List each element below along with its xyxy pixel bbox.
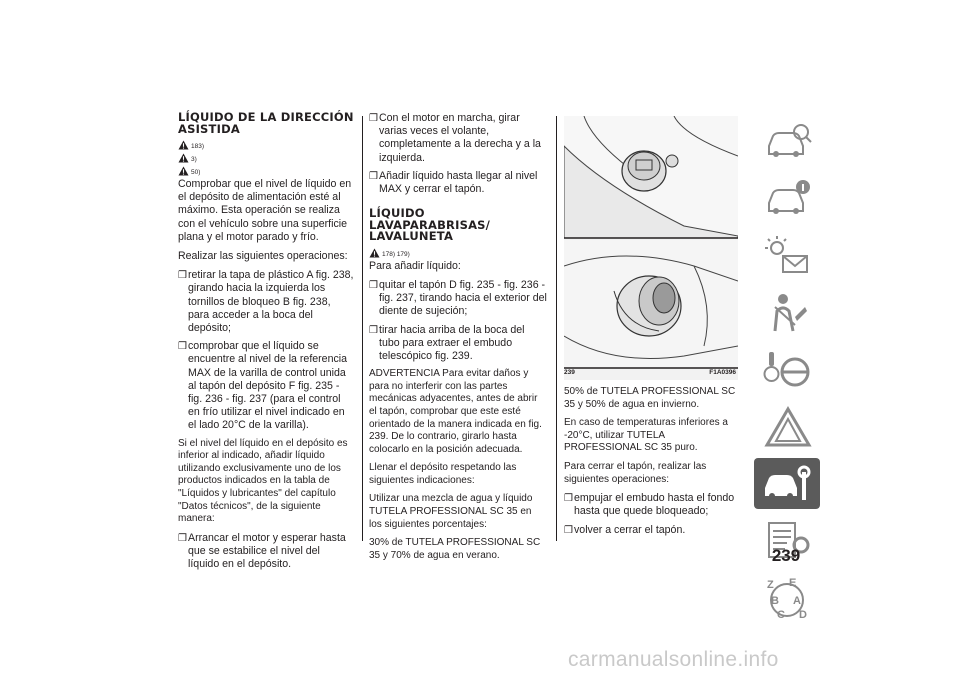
- figure-239-illustration: [564, 116, 738, 380]
- column-3: [564, 386, 742, 542]
- checkbox-bullet-icon: ❒: [178, 270, 187, 282]
- watermark: carmanualsonline.info: [568, 648, 779, 671]
- column-1: [178, 112, 354, 576]
- figure-code: F1A0396: [709, 369, 736, 376]
- paragraph: 50% de TUTELA PROFESSIONAL SC 35 y 50% de agua en invierno.: [564, 386, 736, 410]
- list-item: ❒ tirar hacia arriba de la boca del tubo para extraer el embudo telescópico fig. 239.: [369, 323, 525, 362]
- list-item: ❒ empujar el embudo hasta el fondo hasta que quede bloqueado;: [564, 492, 735, 518]
- tab-index[interactable]: [750, 572, 825, 623]
- svg-text:A: A: [792, 594, 801, 607]
- paragraph: Para añadir líquido:: [369, 259, 461, 272]
- column-divider: [362, 116, 363, 541]
- svg-text:Z: Z: [766, 578, 774, 591]
- svg-text:D: D: [798, 608, 807, 620]
- emergency-icon: [763, 405, 813, 449]
- tab-emergency[interactable]: [750, 401, 825, 452]
- paragraph: Para cerrar el tapón, realizar las siguientes operaciones:: [564, 460, 707, 485]
- section-heading-washer-fluid: LÍQUIDO LAVAPARABRISAS/ LAVALUNETA: [369, 206, 491, 244]
- figure-number: 239: [564, 369, 575, 376]
- paragraph: 30% de TUTELA PROFESSIONAL SC 35 y 70% de agua en verano.: [369, 537, 541, 561]
- starting-driving-icon: [763, 348, 813, 392]
- list-item: ❒ quitar el tapón D fig. 235 - fig. 236 - fig. 237, tirando hacia el exterior del diente de sujeción;: [369, 278, 547, 318]
- checkbox-bullet-icon: ❒: [178, 532, 187, 544]
- warning-lights-icon: [763, 234, 813, 278]
- checkbox-bullet-icon: ❒: [369, 324, 378, 336]
- paragraph: Realizar las siguientes operaciones:: [178, 250, 348, 263]
- warning-triangle-icon: [178, 153, 189, 163]
- section-heading-power-steering: LÍQUIDO DE LA DIRECCIÓN ASISTIDA: [178, 110, 354, 136]
- seat-belt-icon: [763, 291, 813, 335]
- index-icon: [763, 576, 813, 620]
- tab-warning-lights[interactable]: [750, 230, 825, 281]
- paragraph: En caso de temperaturas inferiores a -20°C, utilizar TUTELA PROFESSIONAL SC 35 puro.: [564, 417, 728, 454]
- paragraph: Utilizar una mezcla de agua y líquido TUTELA PROFESSIONAL SC 35 en los siguientes porcentajes:: [369, 493, 533, 530]
- list-item: ❒ Arrancar el motor y esperar hasta que se estabilice el nivel del líquido en el depósito.: [178, 531, 346, 571]
- paragraph: Comprobar que el nivel de líquido en el depósito de alimentación esté al máximo. Esta operación se realiza con el vehículo sobre una superficie plana y el motor parado y frío.: [178, 178, 352, 243]
- svg-text:B: B: [770, 594, 779, 607]
- checkbox-bullet-icon: ❒: [369, 279, 378, 291]
- list-item: ❒ Con el motor en marcha, girar varias veces el volante, completamente a la derecha y a la izquierda.: [369, 112, 541, 164]
- tab-starting-driving[interactable]: [750, 344, 825, 395]
- list-item: ❒ retirar la tapa de plástico A fig. 238, girando hacia la izquierda los tornillos de bloqueo B fig. 238, para acceder a la boca del depósito;: [178, 269, 354, 335]
- list-item: ❒ comprobar que el líquido se encuentre al nivel de la referencia MAX de la varilla de control unida al tapón del depósito F fig. 235 - fig. 236 - fig. 237 (para el control en frío utilizar el nivel indicado en el lado 20°C de la varilla).: [178, 340, 348, 432]
- advertencia-paragraph: ADVERTENCIA Para evitar daños y para no interferir con las partes mecánicas adyacentes, antes de abrir el tapón, comprobar que este esté orientado de la manera indicada en fig. 239. De lo contrario, girarlo hasta colocarlo en la posición adecuada.: [369, 368, 542, 455]
- list-item: ❒ volver a cerrar el tapón.: [564, 523, 686, 536]
- warning-triangle-icon: [369, 248, 380, 258]
- column-divider: [556, 116, 557, 541]
- checkbox-bullet-icon: ❒: [369, 113, 378, 124]
- figure-caption: [564, 369, 738, 376]
- warning-triangle-icon: [178, 166, 189, 176]
- paragraph: Llenar el depósito respetando las siguientes indicaciones:: [369, 462, 517, 486]
- warning-triangle-icon: [178, 140, 189, 150]
- column-2: [369, 112, 547, 568]
- paragraph: Si el nivel del líquido en el depósito es inferior al indicado, añadir líquido utilizando exclusivamente uno de los productos indicados en la tabla de "Líquidos y lubricantes" del capítulo "Datos técnicos", de la siguiente manera:: [178, 437, 348, 525]
- maintenance-icon: [762, 462, 812, 506]
- car-info-icon: [763, 120, 813, 164]
- warning-ref: 183): [178, 139, 354, 150]
- checkbox-bullet-icon: ❒: [178, 341, 187, 353]
- tab-car-i[interactable]: [750, 173, 825, 224]
- page-number: 239: [771, 546, 801, 565]
- car-i-icon: [763, 177, 813, 221]
- tab-safety[interactable]: [750, 287, 825, 338]
- svg-text:E: E: [788, 576, 796, 589]
- checkbox-bullet-icon: ❒: [369, 170, 378, 182]
- checkbox-bullet-icon: ❒: [564, 524, 573, 536]
- tab-maintenance[interactable]: [754, 458, 820, 509]
- list-item: ❒ Añadir líquido hasta llegar al nivel MAX y cerrar el tapón.: [369, 169, 538, 196]
- warning-ref: 178) 179): [369, 247, 547, 258]
- svg-text:C: C: [776, 608, 785, 620]
- warning-ref: 50): [178, 165, 354, 176]
- checkbox-bullet-icon: ❒: [564, 493, 573, 505]
- tab-car-info[interactable]: [750, 116, 825, 167]
- warning-ref: 3): [178, 152, 354, 163]
